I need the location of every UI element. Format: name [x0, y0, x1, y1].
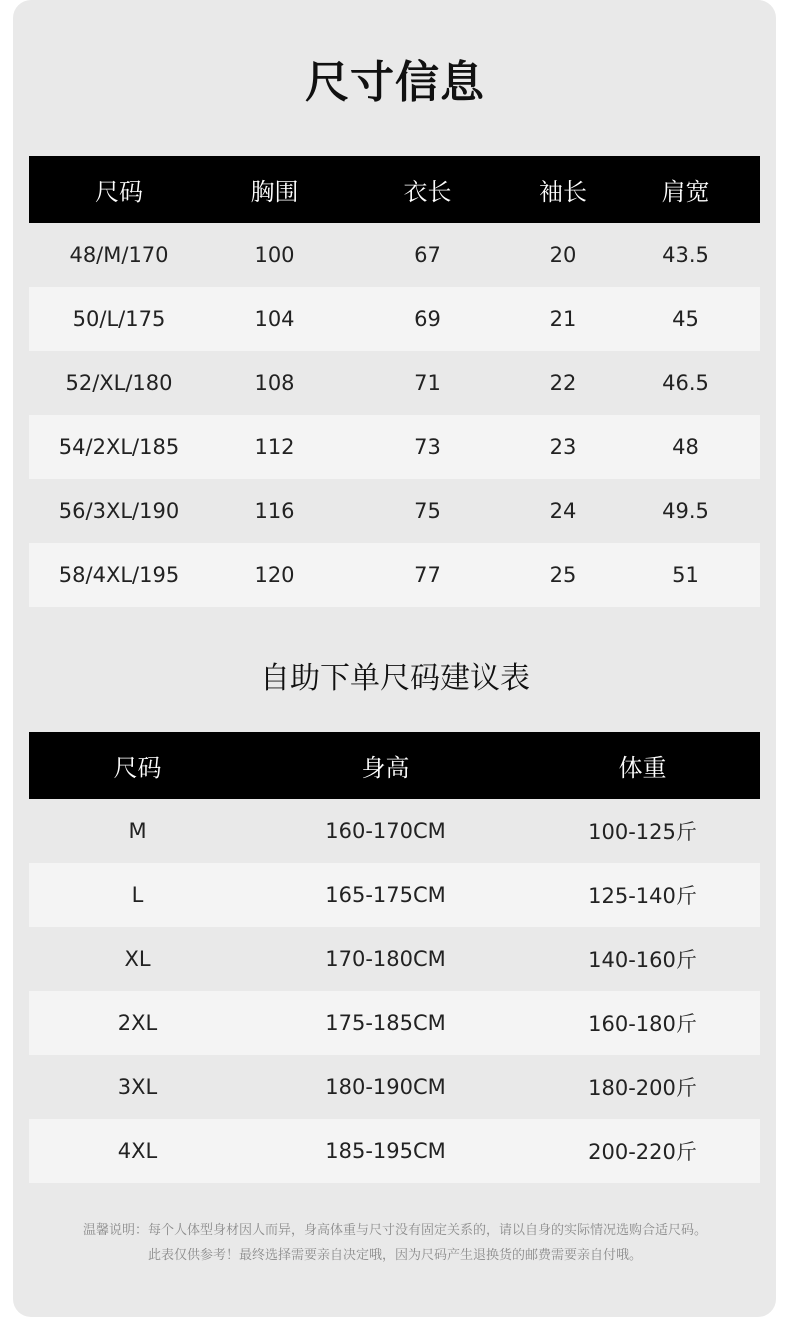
- header-length: 衣长: [340, 156, 515, 223]
- header-size: 尺码: [29, 156, 209, 223]
- suggestion-table-header-row: [29, 732, 760, 799]
- cell-size: XL: [29, 927, 246, 991]
- cell-chest: 108: [209, 351, 340, 415]
- cell-height: 175-185CM: [246, 991, 525, 1055]
- table-row: [29, 799, 760, 863]
- table-row: [29, 991, 760, 1055]
- cell-sleeve: 25: [515, 543, 611, 607]
- cell-length: 77: [340, 543, 515, 607]
- note-line-1: 温馨说明：每个人体型身材因人而异，身高体重与尺寸没有固定关系的，请以自身的实际情况选购合适尺码。: [82, 1223, 707, 1238]
- cell-sleeve: 21: [515, 287, 611, 351]
- cell-chest: 100: [209, 223, 340, 287]
- suggestion-title: 自助下单尺码建议表: [260, 661, 530, 696]
- cell-shoulder: 43.5: [611, 223, 760, 287]
- table-row: [29, 287, 760, 351]
- cell-length: 71: [340, 351, 515, 415]
- cell-size: 3XL: [29, 1055, 246, 1119]
- cell-height: 180-190CM: [246, 1055, 525, 1119]
- header-chest: 胸围: [209, 156, 340, 223]
- cell-shoulder: 46.5: [611, 351, 760, 415]
- cell-shoulder: 48: [611, 415, 760, 479]
- table-row: [29, 479, 760, 543]
- cell-chest: 104: [209, 287, 340, 351]
- cell-weight: 200-220斤: [525, 1119, 760, 1183]
- cell-chest: 120: [209, 543, 340, 607]
- table-row: [29, 351, 760, 415]
- suggestion-table: [29, 732, 760, 1183]
- header-size: 尺码: [29, 732, 246, 799]
- note-line-2: 此表仅供参考！最终选择需要亲自决定哦，因为尺码产生退换货的邮费需要亲自付哦。: [147, 1248, 642, 1263]
- size-note: [0, 1218, 790, 1268]
- cell-height: 185-195CM: [246, 1119, 525, 1183]
- cell-weight: 125-140斤: [525, 863, 760, 927]
- cell-sleeve: 22: [515, 351, 611, 415]
- cell-shoulder: 45: [611, 287, 760, 351]
- table-row: [29, 415, 760, 479]
- cell-length: 67: [340, 223, 515, 287]
- cell-chest: 116: [209, 479, 340, 543]
- cell-size: 52/XL/180: [29, 351, 209, 415]
- page-title: 尺寸信息: [305, 57, 485, 108]
- cell-weight: 160-180斤: [525, 991, 760, 1055]
- cell-weight: 180-200斤: [525, 1055, 760, 1119]
- cell-height: 170-180CM: [246, 927, 525, 991]
- cell-sleeve: 20: [515, 223, 611, 287]
- header-height: 身高: [246, 732, 525, 799]
- cell-size: 54/2XL/185: [29, 415, 209, 479]
- cell-shoulder: 51: [611, 543, 760, 607]
- size-table: [29, 156, 760, 607]
- cell-weight: 140-160斤: [525, 927, 760, 991]
- table-row: [29, 223, 760, 287]
- cell-weight: 100-125斤: [525, 799, 760, 863]
- cell-size: 58/4XL/195: [29, 543, 209, 607]
- size-table-header-row: [29, 156, 760, 223]
- cell-length: 75: [340, 479, 515, 543]
- cell-size: 4XL: [29, 1119, 246, 1183]
- table-row: [29, 863, 760, 927]
- cell-height: 160-170CM: [246, 799, 525, 863]
- cell-sleeve: 24: [515, 479, 611, 543]
- cell-length: 69: [340, 287, 515, 351]
- cell-size: 56/3XL/190: [29, 479, 209, 543]
- table-row: [29, 1119, 760, 1183]
- cell-shoulder: 49.5: [611, 479, 760, 543]
- header-shoulder: 肩宽: [611, 156, 760, 223]
- cell-size: 50/L/175: [29, 287, 209, 351]
- table-row: [29, 1055, 760, 1119]
- table-row: [29, 927, 760, 991]
- cell-size: 48/M/170: [29, 223, 209, 287]
- header-sleeve: 袖长: [515, 156, 611, 223]
- cell-size: 2XL: [29, 991, 246, 1055]
- cell-length: 73: [340, 415, 515, 479]
- cell-chest: 112: [209, 415, 340, 479]
- header-weight: 体重: [525, 732, 760, 799]
- cell-height: 165-175CM: [246, 863, 525, 927]
- table-row: [29, 543, 760, 607]
- cell-size: L: [29, 863, 246, 927]
- cell-sleeve: 23: [515, 415, 611, 479]
- cell-size: M: [29, 799, 246, 863]
